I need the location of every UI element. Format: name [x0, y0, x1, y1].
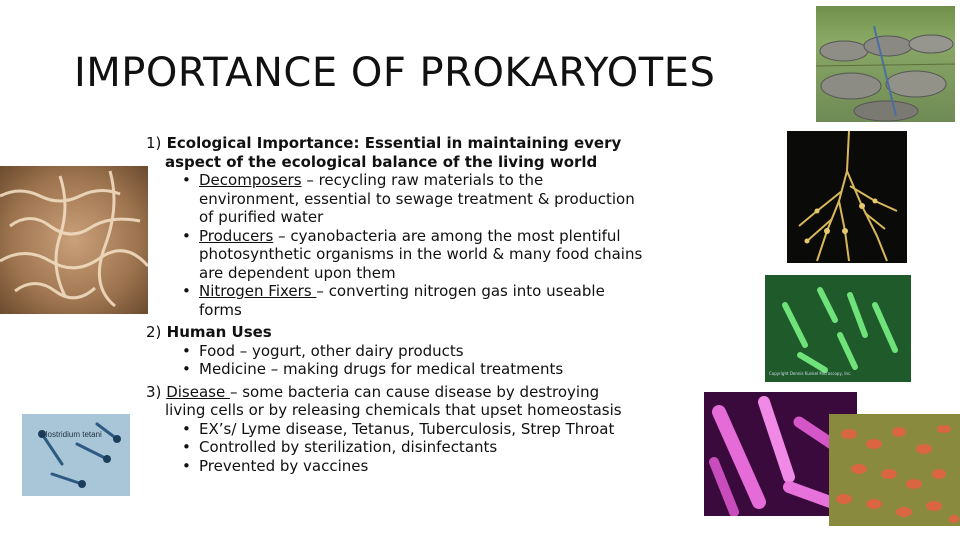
section-number: 3): [146, 382, 162, 401]
bullet: •: [182, 341, 191, 360]
list-item: [146, 342, 706, 361]
bullet: •: [182, 226, 191, 245]
list-item: [146, 171, 706, 190]
section-1-heading: [146, 134, 706, 153]
list-item: [146, 227, 706, 246]
clostridium-graphic: [22, 414, 130, 496]
bullet-text: – recycling raw materials to the: [301, 171, 544, 189]
term: Decomposers: [199, 171, 302, 189]
section-3-heading: [146, 383, 706, 402]
bullet-continuation: of purified water: [199, 208, 324, 226]
roots-graphic: [787, 131, 907, 263]
bullet-text: Controlled by sterilization, disinfectants: [199, 438, 498, 456]
section-heading-text: Human Uses: [166, 323, 272, 341]
list-item: [146, 282, 706, 301]
section-heading-text: – some bacteria can cause disease by destroying: [229, 382, 600, 401]
sewage-treatment-photo: [816, 6, 955, 122]
sewage-tanks-graphic: [816, 6, 955, 122]
bullet-text: Prevented by vaccines: [199, 456, 369, 475]
slide-title: IMPORTANCE OF PROKARYOTES: [74, 50, 716, 96]
section-3-heading-cont: living cells or by releasing chemicals that upset homeostasis: [165, 401, 622, 419]
bullet: •: [182, 360, 191, 378]
bullet: •: [182, 438, 191, 456]
spirilla-graphic: [0, 166, 148, 314]
bullet-continuation: are dependent upon them: [199, 263, 396, 282]
section-1-heading-cont: aspect of the ecological balance of the living world: [165, 152, 598, 171]
bullet-continuation: forms: [199, 300, 242, 319]
list-item: [146, 438, 706, 457]
list-item: [146, 360, 706, 379]
bullet: •: [182, 456, 191, 475]
bullet-text: Food – yogurt, other dairy products: [199, 341, 464, 360]
section-number: 1): [146, 134, 162, 152]
bullet-text: Medicine – making drugs for medical treatments: [199, 360, 564, 378]
bullet-text: – converting nitrogen gas into useable: [316, 282, 605, 300]
root-nodules-photo: [787, 131, 907, 263]
bullet-text: EX’s/ Lyme disease, Tetanus, Tuberculosis, Strep Throat: [199, 419, 615, 438]
section-heading-text: Ecological Importance: Essential in maintaining every: [166, 134, 622, 152]
section-2-heading: [146, 323, 706, 342]
term: Disease: [166, 382, 230, 401]
clostridium-tetani-photo: [22, 414, 130, 496]
term: Nitrogen Fixers: [199, 282, 317, 300]
bacteria-colony-photo: [829, 414, 960, 526]
bullet: •: [182, 419, 191, 438]
spirilla-bacteria-photo: [0, 166, 148, 314]
cyanobacteria-filaments-photo: [765, 275, 911, 382]
bullet: •: [182, 171, 191, 189]
bullet: •: [182, 282, 191, 300]
list-item: [146, 420, 706, 439]
list-item: [146, 457, 706, 476]
cyanobacteria-caption: Copyright Dennis Kunkel Microscopy, Inc.: [769, 371, 852, 376]
bullet-continuation: photosynthetic organisms in the world & many food chains: [199, 245, 643, 263]
clostridium-caption: Clostridium tetani: [40, 430, 102, 439]
colony-graphic: [829, 414, 960, 526]
bullet-continuation: environment, essential to sewage treatment & production: [199, 189, 635, 208]
bullet-text: – cyanobacteria are among the most plentiful: [273, 226, 621, 245]
slide-body: [146, 134, 706, 475]
term: Producers: [199, 226, 274, 245]
filaments-graphic: [765, 275, 911, 382]
section-number: 2): [146, 323, 162, 341]
